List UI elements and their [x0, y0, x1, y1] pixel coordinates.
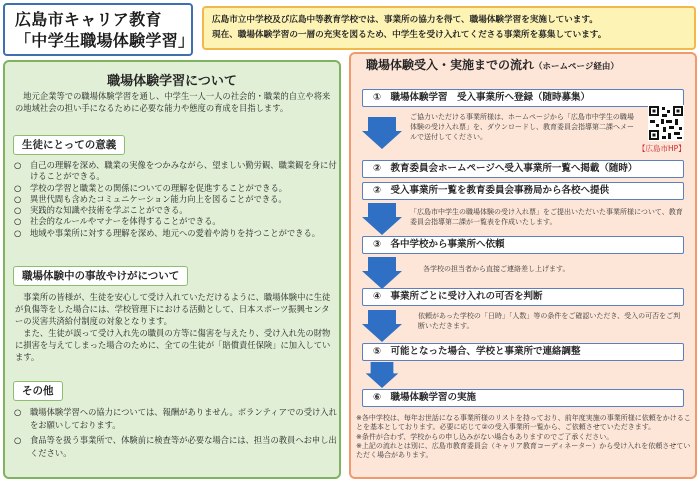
flow-step-2: ② 教育委員会ホームページへ受入事業所一覧へ掲載（随時） — [362, 160, 684, 178]
list-item: ○ 職場体験学習への協力については、報酬がありません。ボランティアでの受け入れをお願いしております。 — [14, 407, 337, 430]
flow-heading-note: （ホームページ経由） — [534, 62, 619, 72]
flow-step-1: ① 職場体験学習 受入事業所へ登録（随時募集） — [362, 89, 684, 107]
down-arrow-icon — [362, 310, 402, 342]
list-item: ○ 社会的なルールやマナーを体得することができる。 — [14, 216, 221, 227]
down-arrow-icon — [362, 362, 402, 388]
list-item: ○ 自己の理解を深め、職業の実像をつかみながら、望ましい勤労観、職業観を身に付けることができる。 — [14, 160, 337, 182]
other-list — [14, 406, 337, 459]
flow-step-2b: ② 受入事業所一覧を教育委員会事務局から各校へ提供 — [362, 182, 684, 200]
flow-note-1: ご協力いただける事業所様は、ホームページから「広島市中学生の職場体験の受け入れ票」を、ダウンロードし、教育委員会指導第二課へメールで送付してください。 — [410, 113, 634, 141]
footnote-2: ※条件が合わず、学校からの申し込みがない場合もありますのでご了承ください。 — [356, 432, 614, 441]
list-item: ○ 地域や事業所に対する理解を深め、地元への愛着や誇りを持つことができる。 — [14, 227, 321, 238]
flow-step-4: ④ 事業所ごとに受け入れの可否を判断 — [362, 288, 684, 306]
flow-note-4: 依頼があった学校の「日時」「人数」等の条件をご確認いただき、受入の可否をご判断いただきます。 — [418, 312, 681, 330]
flow-step-3: ③ 各中学校から事業所へ依頼 — [362, 236, 684, 254]
footnote-1: ※各中学校は、毎年お世話になる事業所様のリストを持っており、前年度実施の事業所様に依頼をかけることを基本としております。必要に応じて②の受入事業所一覧から、ご依頼させていただきます。 — [356, 414, 691, 432]
flow-footnotes — [356, 414, 692, 460]
accident-text: 事業所の皆様が、生徒を安心して受け入れていただけるように、職場体験中に生徒が負傷等をした場合には、学校管理下における活動として、日本スポーツ振興センターの災害共済給付制度の対象となります。 また、生徒が誤って受け入れ先の職員の方等に傷害を与えたり、受け入れ先の財物に損害を与えてしまった場合のために、全ての生徒が「賠償責任保険」に加入しています。 — [15, 292, 331, 362]
title-line-2: 「中学生職場体験学習」 — [15, 30, 195, 50]
page-title — [3, 3, 193, 56]
down-arrow-icon — [362, 117, 402, 149]
about-intro: 地元企業等での職場体験学習を通し、中学生一人一人の社会的・職業的自立や将来の地域社会の担い手になるために必要な能力や態度の育成を目指します。 — [15, 91, 331, 113]
flow-note-2: 「広島市中学生の職場体験の受け入れ票」をご提出いただいた事業所様について、教育委員会指導第二課が一覧表を作成いたします。 — [410, 208, 683, 226]
flow-step-5: ⑤ 可能となった場合、学校と事業所で連絡調整 — [362, 343, 684, 361]
list-item: ○ 学校の学習と職業との関係についての理解を促進することができる。 — [14, 182, 288, 193]
flow-step-6: ⑥ 職場体験学習の実施 — [362, 389, 684, 407]
about-heading: 職場体験学習について — [107, 74, 237, 89]
flow-heading: 職場体験受入・実施までの流れ（ホームページ経由） — [366, 58, 619, 72]
title-line-1: 広島市キャリア教育 — [15, 9, 162, 29]
down-arrow-icon — [362, 257, 402, 289]
footnote-3: ※上記の流れとは別に、広島市教育委員会（キャリア教育コーディネーター）から受け入れを依頼させていただく場合があります。 — [356, 441, 691, 460]
accident-heading: 職場体験中の事故やけがについて — [13, 266, 188, 286]
list-item: ○ 異世代間も含めたコミュニケーション能力向上を図ることができる。 — [14, 193, 287, 204]
recruitment-notice — [202, 6, 696, 50]
other-heading: その他 — [13, 381, 63, 401]
qr-code-icon — [648, 105, 684, 141]
significance-heading: 生徒にとっての意義 — [13, 135, 125, 155]
flow-note-3: 各学校の担当者から直接ご連絡差し上げます。 — [423, 265, 570, 273]
significance-list — [14, 160, 337, 239]
list-item: ○ 食品等を扱う事業所で、体験前に検査等が必要な場合には、担当の教員へお申し出ください。 — [14, 435, 337, 458]
qr-code-label: 【広島市HP】 — [638, 144, 686, 153]
notice-line-1: 広島市立中学校及び広島中等教育学校では、事業所の協力を得て、職場体験学習を実施しています。 — [212, 15, 598, 25]
down-arrow-icon — [362, 203, 402, 235]
notice-line-2: 現在、職場体験学習の一層の充実を図るため、中学生を受け入れてくださる事業所を募集しています。 — [212, 30, 607, 40]
list-item: ○ 実践的な知識や技術を学ぶことができる。 — [14, 205, 188, 216]
